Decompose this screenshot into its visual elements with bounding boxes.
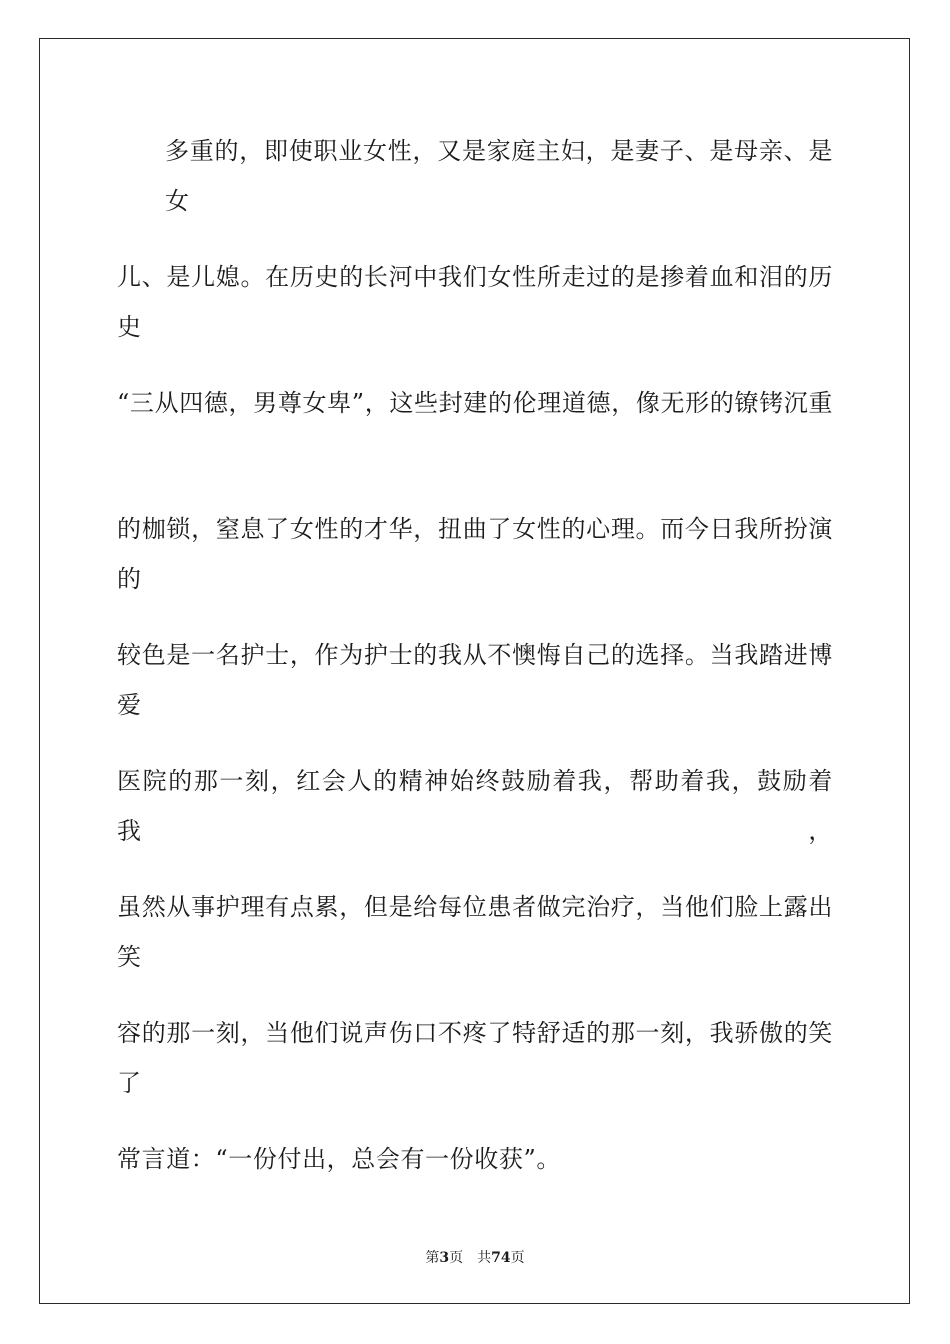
total-label-suffix: 页 [510,1250,525,1266]
paragraph-line: 儿、是儿媳。在历史的长河中我们女性所走过的是掺着血和泪的历史 [117,263,833,341]
paragraph-line: 多重的，即使职业女性，又是家庭主妇，是妻子、是母亲、是女 [165,137,833,215]
page-label-prefix: 第 [425,1250,440,1266]
current-page-number: 3 [439,1250,450,1266]
paragraph-line: 容的那一刻，当他们说声伤口不疼了特舒适的那一刻，我骄傲的笑了 [117,1019,833,1097]
paragraph-last-line: 常言道：“一份付出，总会有一份收获”。 [117,1145,561,1173]
total-label-prefix: 共 [477,1250,492,1266]
page-footer [0,1247,950,1267]
paragraph-line: 医院的那一刻，红会人的精神始终鼓励着我，帮助着我，鼓励着我， [117,767,833,845]
document-body [117,126,833,1260]
total-page-count: 74 [491,1250,511,1266]
page-label-suffix: 页 [449,1250,464,1266]
paragraph-line: 较色是一名护士，作为护士的我从不懊悔自己的选择。当我踏进博爱 [117,641,833,719]
paragraph-line: “三从四德，男尊女卑”，这些封建的伦理道德，像无形的镣铐沉重 [117,389,833,417]
paragraph-line: 虽然从事护理有点累，但是给每位患者做完治疗，当他们脸上露出笑 [117,893,833,971]
paragraph-line: 的枷锁，窒息了女性的才华，扭曲了女性的心理。而今日我所扮演的 [117,515,833,593]
